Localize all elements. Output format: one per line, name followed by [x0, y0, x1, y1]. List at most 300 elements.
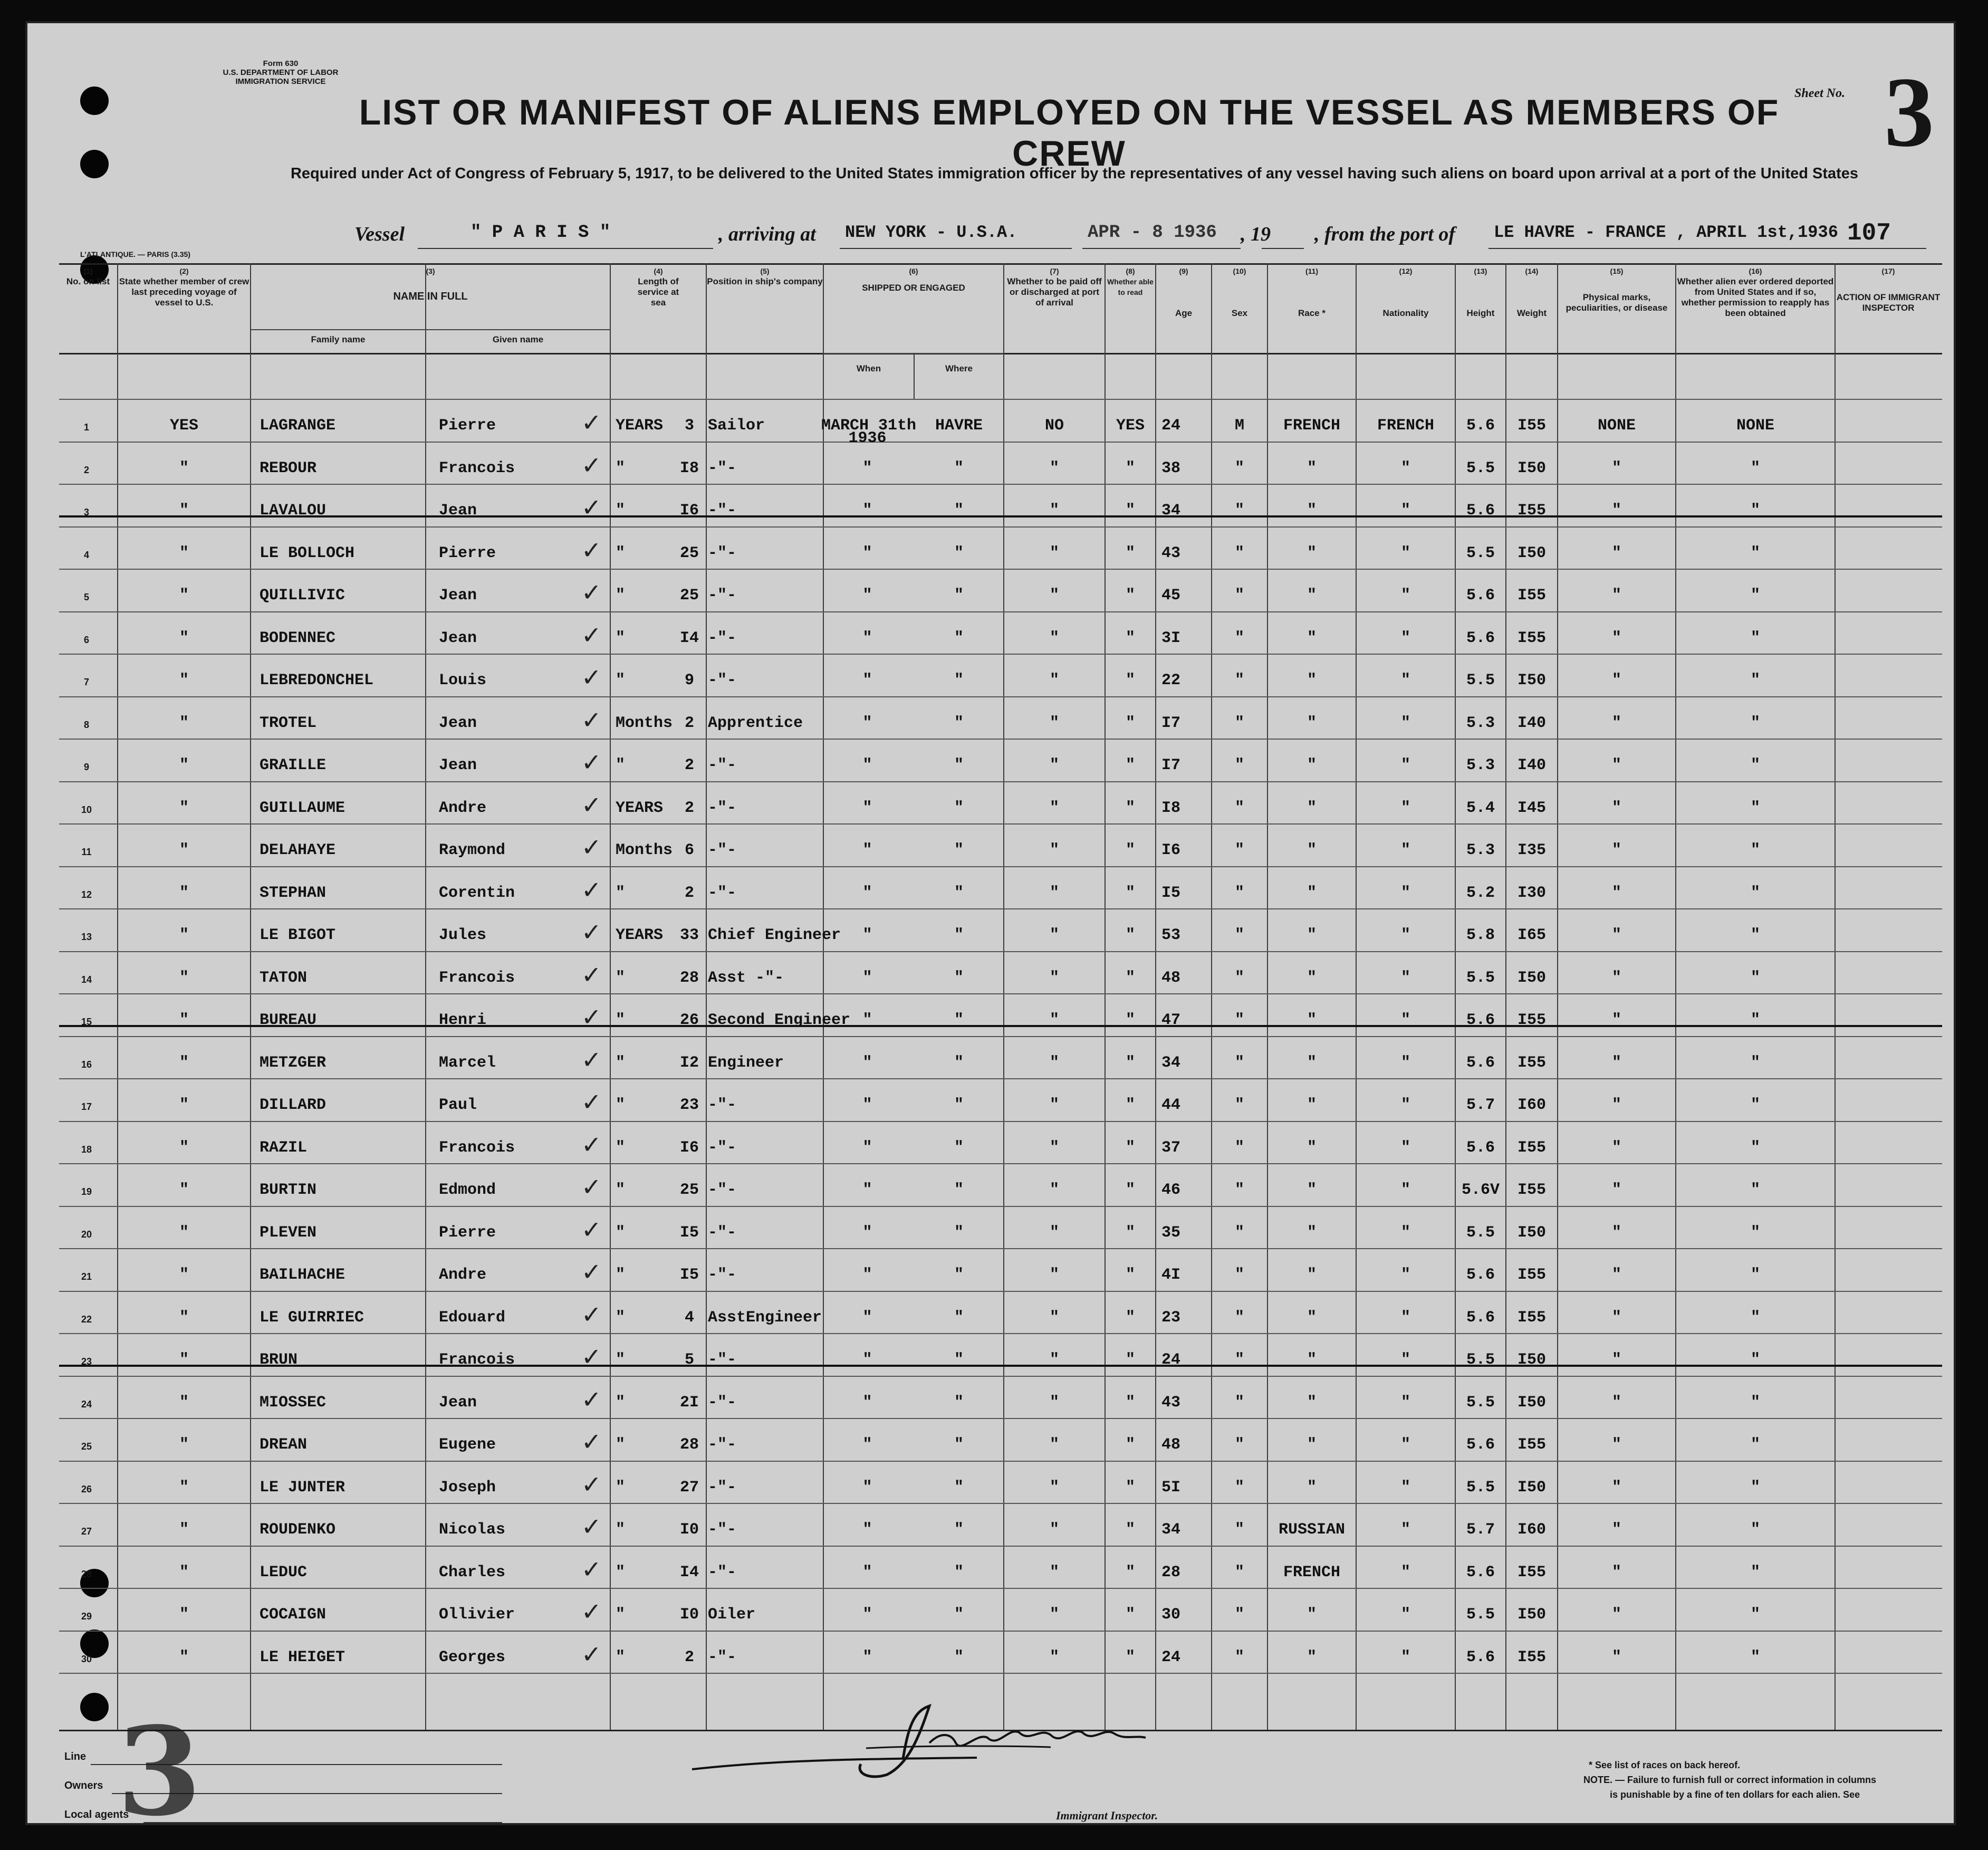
check-mark-icon: ✓ — [581, 1258, 602, 1286]
cell-height: 5.5 — [1466, 544, 1495, 562]
cell-race: " — [1307, 799, 1317, 817]
cell-shipped-when: " — [862, 841, 872, 859]
check-mark-icon: ✓ — [581, 790, 602, 819]
cell-given-name: Andre — [439, 1266, 487, 1284]
col-number: (15) — [1610, 267, 1624, 275]
cell-race: " — [1307, 502, 1317, 520]
row-number: 30 — [81, 1653, 92, 1664]
check-mark-icon: ✓ — [581, 833, 602, 861]
cell-shipped-when: " — [862, 1138, 872, 1157]
owners-label: Owners — [64, 1780, 103, 1791]
cell-weight: I50 — [1517, 459, 1546, 477]
cell-shipped-where: " — [954, 1436, 964, 1454]
cell-nationality: " — [1400, 1436, 1410, 1454]
check-mark-icon: ✓ — [581, 918, 602, 946]
cell-sex: " — [1234, 1351, 1244, 1369]
check-mark-icon: ✓ — [581, 1215, 602, 1244]
cell-physical-marks: " — [1611, 756, 1621, 774]
cell-position: -"- — [708, 1181, 737, 1199]
cell-physical-marks: " — [1611, 1138, 1621, 1157]
cell-given-name: Francois — [439, 459, 515, 477]
cell-service-unit: " — [616, 1521, 626, 1539]
cell-sex: " — [1234, 969, 1244, 987]
cell-shipped-when: " — [862, 1351, 872, 1369]
row-number: 3 — [83, 507, 89, 517]
cell-position: Apprentice — [708, 714, 803, 732]
col-header-paid: Whether to be paid off or discharged at port of arrival — [1007, 276, 1102, 308]
cell-weight: I50 — [1517, 1223, 1546, 1242]
cell-height: 5.6 — [1466, 1563, 1495, 1581]
check-mark-icon: ✓ — [581, 1343, 602, 1371]
check-mark-icon: ✓ — [581, 1427, 602, 1456]
cell-race: " — [1307, 1648, 1317, 1666]
cell-height: 5.6 — [1466, 1053, 1495, 1072]
cell-deported: " — [1750, 1223, 1760, 1242]
cell-nationality: " — [1400, 884, 1410, 902]
cell-shipped-when: " — [862, 1096, 872, 1114]
col-header-prev: State whether member of crew last preceding voyage of vessel to U.S. — [119, 276, 249, 308]
cell-sex: " — [1234, 756, 1244, 774]
row-number: 24 — [81, 1398, 92, 1410]
cell-race: " — [1307, 587, 1317, 605]
cell-given-name: Joseph — [439, 1478, 496, 1497]
cell-able-to-read: " — [1125, 1308, 1135, 1327]
cell-able-to-read: " — [1125, 459, 1135, 477]
cell-sex: " — [1234, 629, 1244, 647]
cell-sex: " — [1234, 672, 1244, 689]
cell-service-unit: " — [616, 1096, 626, 1114]
footnote-fine: is punishable by a fine of ten dollars for each alien. See — [1610, 1789, 1860, 1800]
cell-weight: I55 — [1517, 1181, 1546, 1199]
cell-deported: " — [1750, 459, 1760, 477]
cell-nationality: " — [1400, 799, 1410, 817]
col-number: (8) — [1126, 267, 1135, 275]
cell-paid-off: " — [1049, 1606, 1059, 1624]
cell-given-name: Nicolas — [439, 1521, 506, 1539]
cell-able-to-read: " — [1125, 502, 1135, 520]
cell-position: -"- — [708, 1521, 737, 1539]
cell-physical-marks: " — [1611, 1606, 1621, 1624]
cell-sex: " — [1234, 1096, 1244, 1114]
row-number: 18 — [81, 1144, 92, 1155]
cell-shipped-when: " — [862, 1053, 872, 1072]
cell-service-length: 25 — [679, 587, 699, 605]
cell-service-length: 33 — [679, 926, 699, 944]
cell-shipped-when: " — [862, 587, 872, 605]
cell-nationality: " — [1400, 1351, 1410, 1369]
col-header-action: ACTION OF IMMIGRANT INSPECTOR — [1836, 292, 1941, 313]
cell-weight: I55 — [1517, 1563, 1546, 1581]
cell-height: 5.6 — [1466, 1011, 1495, 1029]
cell-sex: " — [1234, 884, 1244, 902]
cell-paid-off: " — [1049, 1351, 1059, 1369]
cell-deported: " — [1750, 1351, 1760, 1369]
cell-weight: I55 — [1517, 1648, 1546, 1666]
col-number: (13) — [1474, 267, 1487, 275]
cell-position: -"- — [708, 1436, 737, 1454]
cell-service-unit: " — [616, 1053, 626, 1072]
check-mark-icon: ✓ — [581, 1640, 602, 1669]
cell-shipped-when: " — [862, 544, 872, 562]
cell-deported: " — [1750, 1181, 1760, 1199]
col-number: (1) — [83, 267, 93, 275]
cell-race: " — [1307, 1096, 1317, 1114]
check-mark-icon: ✓ — [581, 705, 602, 734]
row-number: 22 — [81, 1314, 92, 1325]
cell-family-name: BODENNEC — [260, 629, 336, 647]
cell-family-name: TATON — [260, 969, 308, 987]
check-mark-icon: ✓ — [581, 1555, 602, 1584]
cell-service-length: 6 — [684, 841, 694, 859]
cell-shipped-where: " — [954, 926, 964, 944]
col-header-family: Family name — [311, 334, 366, 344]
row-number: 6 — [83, 634, 89, 645]
cell-service-length: 25 — [679, 544, 699, 562]
cell-paid-off: " — [1049, 502, 1059, 520]
cell-able-to-read: " — [1125, 1096, 1135, 1114]
cell-given-name: Ollivier — [439, 1606, 515, 1624]
row-number: 28 — [81, 1568, 92, 1579]
cell-race: " — [1307, 1351, 1317, 1369]
cell-position: -"- — [708, 459, 737, 477]
col-header-deported: Whether alien ever ordered deported from United States and if so, whether permission to reapply has been obtained — [1677, 276, 1834, 318]
cell-sex: " — [1234, 1181, 1244, 1199]
line-label: Line — [64, 1751, 87, 1762]
cell-able-to-read: " — [1125, 1266, 1135, 1284]
cell-family-name: DREAN — [260, 1436, 308, 1454]
cell-height: 5.5 — [1466, 969, 1495, 987]
cell-family-name: LE GUIRRIEC — [260, 1308, 364, 1327]
cell-race: " — [1307, 1266, 1317, 1284]
cell-service-length: 2 — [684, 756, 694, 774]
cell-paid-off: " — [1049, 1563, 1059, 1581]
cell-service-length: I0 — [679, 1521, 699, 1539]
cell-service-length: 2 — [684, 1648, 694, 1666]
cell-able-to-read: " — [1125, 756, 1135, 774]
cell-deported: " — [1750, 1138, 1760, 1157]
cell-nationality: FRENCH — [1377, 417, 1435, 435]
cell-physical-marks: " — [1611, 1096, 1621, 1114]
footnote-races: * See list of races on back hereof. — [1589, 1760, 1741, 1770]
cell-able-to-read: " — [1125, 629, 1135, 647]
cell-shipped-when: " — [862, 1181, 872, 1199]
cell-paid-off: " — [1049, 629, 1059, 647]
cell-given-name: Pierre — [439, 417, 496, 435]
cell-previous-voyage: " — [179, 799, 189, 817]
col-header-marks: Physical marks, peculiarities, or disease — [1566, 292, 1668, 313]
cell-paid-off: " — [1049, 1393, 1059, 1412]
cell-service-unit: " — [616, 629, 626, 647]
cell-family-name: TROTEL — [260, 714, 317, 732]
cell-service-unit: " — [616, 1648, 626, 1666]
col-header-position: Position in ship's company — [707, 276, 823, 286]
row-number: 23 — [81, 1356, 92, 1367]
cell-given-name: Jean — [439, 714, 477, 732]
col-number: (11) — [1305, 267, 1319, 275]
cell-age: 24 — [1161, 417, 1181, 435]
cell-paid-off: " — [1049, 1648, 1059, 1666]
cell-able-to-read: " — [1125, 1606, 1135, 1624]
cell-paid-off: " — [1049, 926, 1059, 944]
cell-sex: " — [1234, 1393, 1244, 1412]
cell-sex: " — [1234, 714, 1244, 732]
cell-able-to-read: " — [1125, 969, 1135, 987]
cell-height: 5.5 — [1466, 1393, 1495, 1412]
from-label: , from the port of — [1314, 223, 1456, 245]
cell-position: -"- — [708, 1393, 737, 1412]
cell-age: 34 — [1161, 1521, 1181, 1539]
col-header-where: Where — [945, 363, 973, 373]
col-number: (4) — [654, 267, 663, 275]
cell-position: -"- — [708, 672, 737, 689]
cell-given-name: Edouard — [439, 1308, 506, 1327]
strike-through-line — [59, 1365, 1942, 1367]
cell-shipped-where: HAVRE — [935, 417, 983, 435]
cell-physical-marks: " — [1611, 1563, 1621, 1581]
cell-able-to-read: " — [1125, 1521, 1135, 1539]
cell-able-to-read: " — [1125, 1393, 1135, 1412]
cell-position: Asst -"- — [708, 969, 784, 987]
cell-family-name: METZGER — [260, 1053, 326, 1072]
cell-service-length: 2 — [684, 799, 694, 817]
cell-given-name: Jules — [439, 926, 487, 944]
cell-height: 5.5 — [1466, 1351, 1495, 1369]
cell-nationality: " — [1400, 1478, 1410, 1497]
row-number: 2 — [83, 464, 89, 475]
cell-nationality: " — [1400, 1648, 1410, 1666]
cell-paid-off: " — [1049, 459, 1059, 477]
cell-physical-marks: " — [1611, 1223, 1621, 1242]
cell-paid-off: " — [1049, 587, 1059, 605]
cell-service-length: 3 — [684, 417, 694, 435]
cell-previous-voyage: " — [179, 1648, 189, 1666]
cell-previous-voyage: " — [179, 1266, 189, 1284]
agents-label: Local agents — [64, 1809, 129, 1820]
cell-previous-voyage: " — [179, 459, 189, 477]
check-mark-icon: ✓ — [581, 1385, 602, 1414]
cell-family-name: RAZIL — [260, 1138, 308, 1157]
cell-height: 5.6 — [1466, 1436, 1495, 1454]
cell-deported: " — [1750, 1436, 1760, 1454]
cell-height: 5.3 — [1466, 841, 1495, 859]
cell-service-unit: " — [616, 1223, 626, 1242]
cell-shipped-where: " — [954, 629, 964, 647]
check-mark-icon: ✓ — [581, 1045, 602, 1074]
cell-race: " — [1307, 884, 1317, 902]
cell-physical-marks: " — [1611, 502, 1621, 520]
cell-paid-off: " — [1049, 1266, 1059, 1284]
cell-sex: " — [1234, 1266, 1244, 1284]
cell-given-name: Georges — [439, 1648, 506, 1666]
department-name: U.S. DEPARTMENT OF LABOR — [223, 68, 339, 77]
footnote-note: NOTE. — Failure to furnish full or correct information in columns — [1583, 1775, 1877, 1785]
cell-paid-off: " — [1049, 884, 1059, 902]
check-mark-icon: ✓ — [581, 620, 602, 649]
cell-family-name: LEBREDONCHEL — [260, 672, 374, 689]
cell-shipped-where: " — [954, 1011, 964, 1029]
cell-weight: I60 — [1517, 1096, 1546, 1114]
cell-position: -"- — [708, 884, 737, 902]
cell-given-name: Raymond — [439, 841, 506, 859]
cell-deported: " — [1750, 1563, 1760, 1581]
cell-physical-marks: NONE — [1597, 417, 1636, 435]
cell-service-unit: " — [616, 544, 626, 562]
cell-shipped-where: " — [954, 799, 964, 817]
cell-age: 53 — [1161, 926, 1181, 944]
cell-race: FRENCH — [1283, 1563, 1341, 1581]
cell-deported: " — [1750, 1053, 1760, 1072]
row-number: 26 — [81, 1483, 92, 1494]
handwritten-sheet-mark: 3 — [117, 1701, 202, 1825]
cell-height: 5.3 — [1466, 714, 1495, 732]
cell-position: -"- — [708, 799, 737, 817]
col-number: (7) — [1050, 267, 1059, 275]
cell-shipped-when: " — [862, 799, 872, 817]
print-code: L'ATLANTIQUE. — PARIS (3.35) — [80, 250, 190, 258]
cell-position: -"- — [708, 1096, 737, 1114]
cell-sex: " — [1234, 587, 1244, 605]
cell-age: 3I — [1161, 629, 1181, 647]
cell-given-name: Francois — [439, 1351, 515, 1369]
cell-service-unit: " — [616, 1351, 626, 1369]
cell-weight: I55 — [1517, 1436, 1546, 1454]
cell-deported: " — [1750, 1606, 1760, 1624]
cell-previous-voyage: " — [179, 756, 189, 774]
cell-nationality: " — [1400, 1393, 1410, 1412]
cell-service-unit: " — [616, 502, 626, 520]
cell-family-name: BUREAU — [260, 1011, 317, 1029]
cell-previous-voyage: " — [179, 714, 189, 732]
cell-able-to-read: " — [1125, 1011, 1135, 1029]
cell-weight: I30 — [1517, 884, 1546, 902]
col-header-sex: Sex — [1231, 308, 1248, 318]
cell-shipped-where: " — [954, 1606, 964, 1624]
cell-shipped-where: " — [954, 1351, 964, 1369]
cell-service-unit: " — [616, 1606, 626, 1624]
check-mark-icon: ✓ — [581, 875, 602, 904]
cell-shipped-where: " — [954, 1563, 964, 1581]
row-number: 15 — [81, 1017, 92, 1027]
cell-shipped-when: MARCH 31th — [821, 417, 917, 435]
row-number: 7 — [83, 677, 89, 687]
cell-service-unit: " — [616, 884, 626, 902]
cell-height: 5.5 — [1466, 1606, 1495, 1624]
cell-physical-marks: " — [1611, 1053, 1621, 1072]
cell-able-to-read: " — [1125, 884, 1135, 902]
cell-service-length: I8 — [679, 459, 699, 477]
cell-weight: I55 — [1517, 502, 1546, 520]
check-mark-icon: ✓ — [581, 1003, 602, 1031]
cell-service-length: 26 — [679, 1011, 699, 1029]
col-number: (10) — [1233, 267, 1246, 275]
cell-position: Engineer — [708, 1053, 784, 1072]
cell-age: 28 — [1161, 1563, 1181, 1581]
check-mark-icon: ✓ — [581, 663, 602, 692]
cell-service-unit: " — [616, 1563, 626, 1581]
row-number: 9 — [83, 762, 89, 772]
cell-shipped-when: " — [862, 1011, 872, 1029]
cell-given-name: Francois — [439, 1138, 515, 1157]
check-mark-icon: ✓ — [581, 748, 602, 777]
cell-shipped-when: " — [862, 1266, 872, 1284]
cell-race: " — [1307, 1436, 1317, 1454]
cell-deported: " — [1750, 672, 1760, 689]
cell-service-unit: " — [616, 587, 626, 605]
cell-service-unit: " — [616, 1478, 626, 1497]
cell-position: Sailor — [708, 417, 765, 435]
col-number: (16) — [1749, 267, 1762, 275]
cell-previous-voyage: " — [179, 1181, 189, 1199]
cell-previous-voyage: " — [179, 1478, 189, 1497]
cell-race: " — [1307, 1181, 1317, 1199]
cell-able-to-read: " — [1125, 799, 1135, 817]
row-number: 16 — [81, 1059, 92, 1070]
cell-shipped-when: " — [862, 1521, 872, 1539]
cell-given-name: Jean — [439, 587, 477, 605]
cell-paid-off: " — [1049, 969, 1059, 987]
cell-paid-off: " — [1049, 1138, 1059, 1157]
cell-nationality: " — [1400, 1606, 1410, 1624]
cell-weight: I50 — [1517, 1351, 1546, 1369]
check-mark-icon: ✓ — [581, 1300, 602, 1329]
row-number: 29 — [81, 1611, 92, 1622]
cell-position: -"- — [708, 1223, 737, 1242]
page-title: LIST OR MANIFEST OF ALIENS EMPLOYED ON THE VESSEL AS MEMBERS OF CREW — [359, 92, 1780, 174]
cell-race: " — [1307, 672, 1317, 689]
year-label: , 19 — [1241, 223, 1271, 245]
cell-able-to-read: " — [1125, 1478, 1135, 1497]
cell-family-name: MIOSSEC — [260, 1393, 326, 1412]
cell-able-to-read: " — [1125, 714, 1135, 732]
cell-deported: " — [1750, 969, 1760, 987]
cell-paid-off: " — [1049, 1436, 1059, 1454]
cell-paid-off: " — [1049, 544, 1059, 562]
cell-paid-off: " — [1049, 672, 1059, 689]
cell-paid-off: " — [1049, 799, 1059, 817]
cell-position: -"- — [708, 1563, 737, 1581]
cell-age: I5 — [1161, 884, 1181, 902]
cell-physical-marks: " — [1611, 799, 1621, 817]
cell-shipped-when: " — [862, 1606, 872, 1624]
row-number: 10 — [81, 804, 92, 815]
cell-family-name: BAILHACHE — [260, 1266, 345, 1284]
cell-position: -"- — [708, 756, 737, 774]
cell-physical-marks: " — [1611, 1011, 1621, 1029]
cell-age: 22 — [1161, 672, 1181, 689]
cell-given-name: Andre — [439, 799, 487, 817]
cell-position: -"- — [708, 502, 737, 520]
check-mark-icon: ✓ — [581, 493, 602, 522]
cell-family-name: QUILLIVIC — [260, 587, 345, 605]
col-number: (5) — [760, 267, 770, 275]
cell-age: I7 — [1161, 714, 1181, 732]
cell-service-length: 9 — [684, 672, 694, 689]
cell-age: 5I — [1161, 1478, 1181, 1497]
check-mark-icon: ✓ — [581, 408, 602, 437]
cell-previous-voyage: " — [179, 1308, 189, 1327]
cell-given-name: Jean — [439, 756, 477, 774]
cell-weight: I55 — [1517, 417, 1546, 435]
cell-age: 43 — [1161, 1393, 1181, 1412]
cell-given-name: Henri — [439, 1011, 487, 1029]
cell-age: 34 — [1161, 1053, 1181, 1072]
check-mark-icon: ✓ — [581, 1512, 602, 1541]
cell-position: Chief Engineer — [708, 926, 841, 944]
cell-service-length: 28 — [679, 1436, 699, 1454]
cell-physical-marks: " — [1611, 1266, 1621, 1284]
cell-service-length: 2 — [684, 714, 694, 732]
cell-family-name: DELAHAYE — [260, 841, 336, 859]
